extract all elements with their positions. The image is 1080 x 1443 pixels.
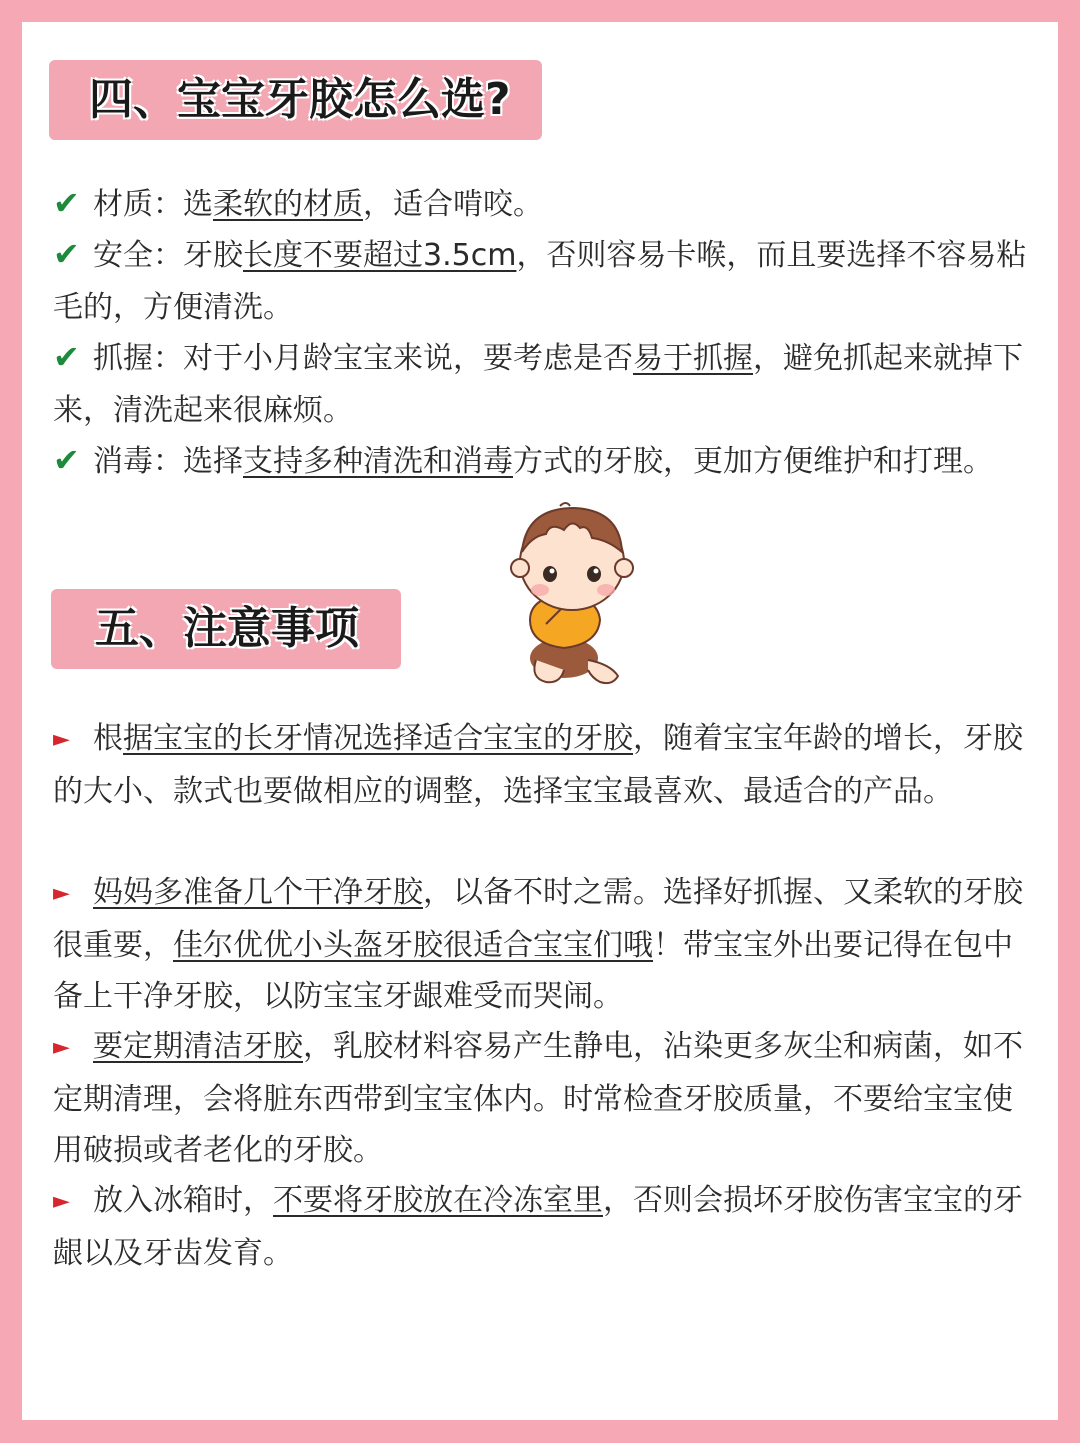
- checkmark-icon: ✔: [53, 441, 80, 479]
- section-heading-choose: 四、宝宝牙胶怎么选?: [49, 60, 542, 140]
- list-item-note-1: ► 根据宝宝的长牙情况选择适合宝宝的牙胶，随着宝宝年龄的增长，牙胶的大小、款式也要做相应的调整，选择宝宝最喜欢、最适合的产品。: [53, 713, 1033, 817]
- list-item-grip: ✔ 抓握：对于小月龄宝宝来说，要考虑是否易于抓握，避免抓起来就掉下来，清洗起来很麻烦。: [53, 332, 1033, 436]
- checkmark-icon: ✔: [53, 338, 80, 376]
- section-heading-notes: 五、注意事项: [51, 589, 401, 669]
- list-item-material: ✔ 材质：选柔软的材质，适合啃咬。: [53, 178, 1033, 231]
- baby-illustration: [506, 500, 656, 700]
- list-item-note-2: ► 妈妈多准备几个干净牙胶，以备不时之需。选择好抓握、又柔软的牙胶很重要，佳尔优优小头盔牙胶很适合宝宝们哦！带宝宝外出要记得在包中备上干净牙胶，以防宝宝牙龈难受而哭闹。: [53, 867, 1033, 1023]
- checkmark-icon: ✔: [53, 184, 80, 222]
- list-item-note-3: ► 要定期清洁牙胶，乳胶材料容易产生静电，沾染更多灰尘和病菌，如不定期清理，会将脏东西带到宝宝体内。时常检查牙胶质量，不要给宝宝使用破损或者老化的牙胶。: [53, 1021, 1033, 1177]
- list-item-note-4: ► 放入冰箱时，不要将牙胶放在冷冻室里，否则会损坏牙胶伤害宝宝的牙龈以及牙齿发育。: [53, 1175, 1033, 1279]
- red-triangle-icon: ►: [53, 881, 70, 906]
- red-triangle-icon: ►: [53, 727, 70, 752]
- content-card: [22, 22, 1058, 1420]
- list-item-safety: ✔ 安全：牙胶长度不要超过3.5cm，否则容易卡喉，而且要选择不容易粘毛的，方便清洗。: [53, 229, 1033, 333]
- red-triangle-icon: ►: [53, 1189, 70, 1214]
- red-triangle-icon: ►: [53, 1035, 70, 1060]
- list-item-disinfect: ✔ 消毒：选择支持多种清洗和消毒方式的牙胶，更加方便维护和打理。: [53, 435, 1033, 488]
- checkmark-icon: ✔: [53, 235, 80, 273]
